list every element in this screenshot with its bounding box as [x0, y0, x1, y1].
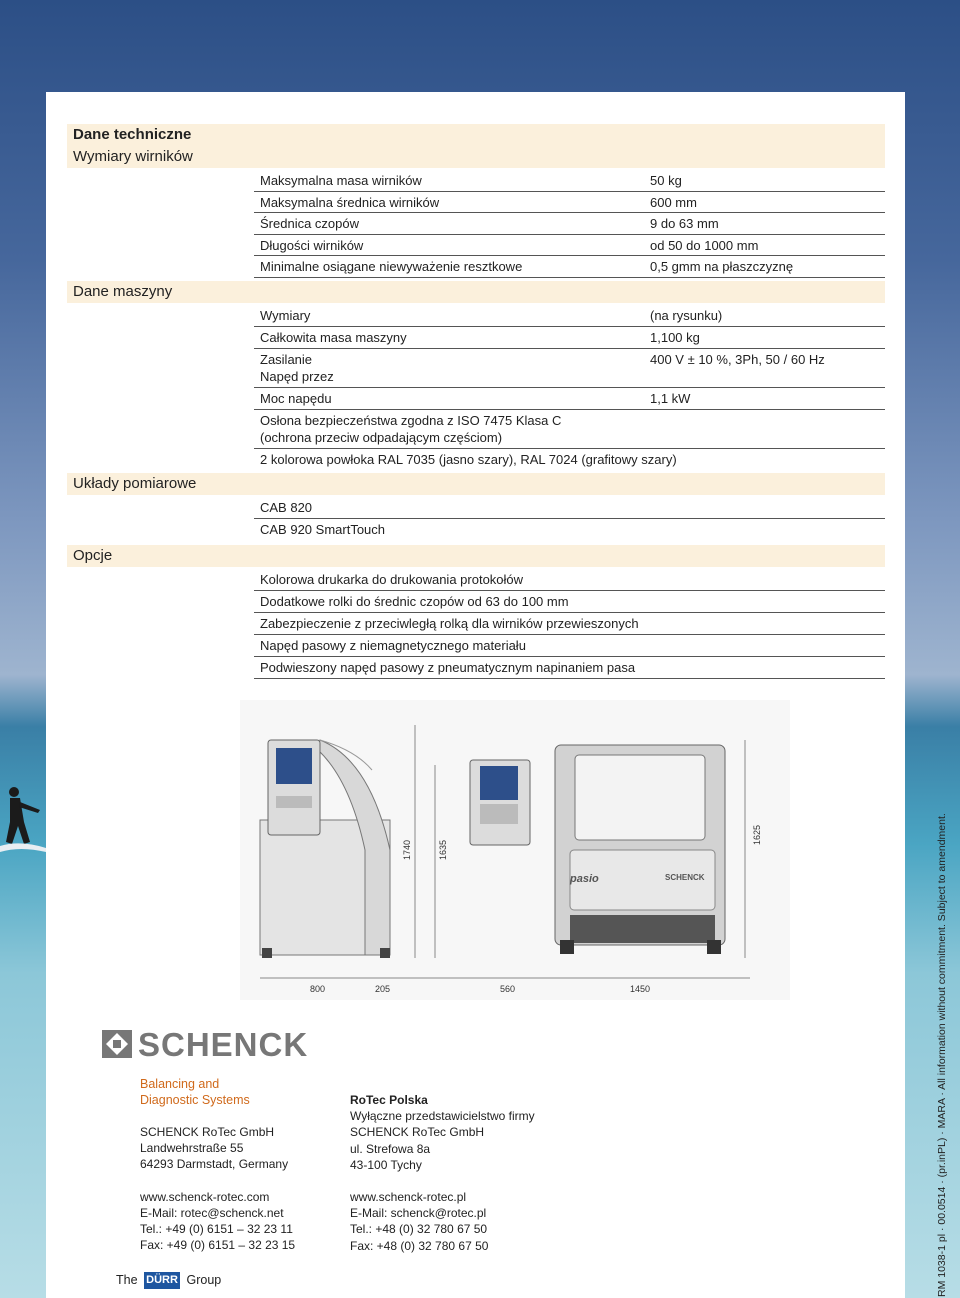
city: 64293 Darmstadt, Germany: [140, 1157, 289, 1172]
row-label: Podwieszony napęd pasowy z pneumatycznym napinaniem pasa: [260, 660, 636, 675]
list-item: [254, 569, 885, 591]
surfer-silhouette: [0, 782, 46, 862]
row-label: Maksymalna masa wirników: [260, 173, 422, 188]
row-label: Minimalne osiągane niewyważenie resztkowe: [260, 259, 523, 274]
table-row: [254, 388, 885, 410]
section-header-measuring: [67, 473, 885, 495]
section-header-options: [67, 545, 885, 567]
table-row: [254, 212, 885, 235]
list-item: [254, 635, 885, 657]
row-label-secondary: Napęd przez: [260, 369, 334, 384]
table-row: [254, 327, 885, 349]
tagline: [140, 1076, 250, 1108]
page-title: Dane techniczne: [73, 126, 192, 143]
city: 43-100 Tychy: [350, 1157, 422, 1172]
machine-section-title: Dane maszyny: [73, 283, 173, 300]
street: Landwehrstraße 55: [140, 1141, 244, 1156]
company-name: SCHENCK RoTec GmbH: [140, 1125, 275, 1139]
row-value: 50 kg: [650, 173, 682, 188]
row-value: (na rysunku): [650, 308, 723, 323]
row-value: 400 V ± 10 %, 3Ph, 50 / 60 Hz: [650, 352, 825, 367]
email-link[interactable]: E-Mail: rotec@schenck.net: [140, 1205, 284, 1220]
group-suffix: Group: [186, 1272, 222, 1287]
row-label: Długości wirników: [260, 238, 364, 253]
phone: Tel.: +48 (0) 32 780 67 50: [350, 1222, 488, 1237]
address-poland: [350, 1092, 535, 1254]
row-label: Całkowita masa maszyny: [260, 330, 407, 345]
list-item: [254, 591, 885, 613]
row-value: 9 do 63 mm: [650, 216, 719, 231]
row-label: Osłona bezpieczeństwa zgodna z ISO 7475 Klasa C: [260, 413, 562, 428]
schenck-logo-icon: [102, 1030, 132, 1058]
durr-logo: DÜRR: [144, 1272, 180, 1289]
dim-label-w2: 205: [375, 984, 391, 994]
list-item: [254, 657, 885, 679]
group-prefix: The: [116, 1272, 138, 1287]
machine-brand-schenck: SCHENCK: [665, 873, 705, 882]
row-label: Napęd pasowy z niemagnetycznego materiału: [260, 638, 526, 653]
row-label: CAB 820: [260, 500, 313, 515]
table-row: [254, 255, 885, 278]
street: ul. Strefowa 8a: [350, 1141, 431, 1156]
table-row: [254, 170, 885, 192]
row-value: 1,1 kW: [650, 391, 691, 406]
machine-spec-table: [254, 305, 885, 471]
fax: Fax: +49 (0) 6151 – 32 23 15: [140, 1238, 296, 1253]
table-row: [254, 349, 885, 388]
fax: Fax: +48 (0) 32 780 67 50: [350, 1238, 489, 1253]
table-row: [254, 305, 885, 327]
tagline-line-1: Balancing and: [140, 1077, 220, 1091]
dim-label-h3: 1625: [752, 824, 762, 845]
row-value: 0,5 gmm na płaszczyznę: [650, 259, 794, 274]
dim-label-w3: 560: [500, 984, 516, 994]
dim-label-w4: 1450: [630, 984, 651, 994]
company-name: RoTec Polska: [350, 1093, 428, 1107]
dim-label-h2: 1635: [438, 839, 448, 860]
schenck-logo-text: SCHENCK: [138, 1026, 309, 1063]
row-label: Zasilanie: [260, 352, 313, 367]
table-row: [254, 449, 885, 471]
row-label: Moc napędu: [260, 391, 332, 406]
dim-label-w1: 800: [310, 984, 326, 994]
phone: Tel.: +49 (0) 6151 – 32 23 11: [140, 1222, 293, 1237]
row-label: Kolorowa drukarka do drukowania protokołów: [260, 572, 524, 587]
table-row: [254, 192, 885, 213]
options-section-title: Opcje: [73, 547, 113, 564]
list-item: [254, 519, 885, 540]
durr-group-line: [116, 1272, 221, 1289]
row-label: Zabezpieczenie z przeciwległą rolką dla wirników przewieszonych: [260, 616, 639, 631]
website-link[interactable]: www.schenck-rotec.com: [140, 1189, 270, 1204]
row-value: 600 mm: [650, 195, 697, 210]
options-table: [254, 569, 885, 679]
address-germany: [140, 1124, 295, 1253]
list-item: [254, 497, 885, 519]
measuring-table: [254, 497, 885, 540]
email-link[interactable]: E-Mail: schenck@rotec.pl: [350, 1206, 487, 1221]
machine-drawing: [240, 700, 790, 1000]
representative-line: Wyłączne przedstawicielstwo firmy: [350, 1109, 535, 1124]
rotor-spec-table: [254, 170, 885, 278]
row-label: Dodatkowe rolki do średnic czopów od 63 do 100 mm: [260, 594, 569, 609]
row-label: Średnica czopów: [260, 216, 359, 231]
row-label: Wymiary: [260, 308, 311, 323]
row-label: Maksymalna średnica wirników: [260, 195, 440, 210]
rotor-section-title: Wymiary wirników: [73, 148, 193, 165]
row-value: 1,100 kg: [650, 330, 700, 345]
row-label: 2 kolorowa powłoka RAL 7035 (jasno szary), RAL 7024 (grafitowy szary): [260, 452, 677, 467]
list-item: [254, 613, 885, 635]
machine-brand-pasio: pasio: [570, 873, 599, 885]
row-label: CAB 920 SmartTouch: [260, 522, 386, 537]
section-header-rotor: [67, 146, 885, 168]
row-value: od 50 do 1000 mm: [650, 238, 759, 253]
table-row: [254, 410, 885, 449]
tagline-line-2: Diagnostic Systems: [140, 1093, 250, 1107]
represented-company: SCHENCK RoTec GmbH: [350, 1125, 485, 1140]
table-row: [254, 235, 885, 256]
section-header-machine: [67, 281, 885, 303]
document-code-note: RM 1038-1 pl · 00.0514 · (pr.inPL) · MARA · All information without commitment. Subject to amendment.: [936, 813, 948, 1297]
website-link[interactable]: www.schenck-rotec.pl: [350, 1190, 467, 1205]
section-header-technical: [67, 124, 885, 146]
row-label-secondary: (ochrona przeciw odpadającym częściom): [260, 430, 503, 445]
measuring-section-title: Układy pomiarowe: [73, 475, 197, 492]
dim-label-h1: 1740: [402, 839, 412, 860]
